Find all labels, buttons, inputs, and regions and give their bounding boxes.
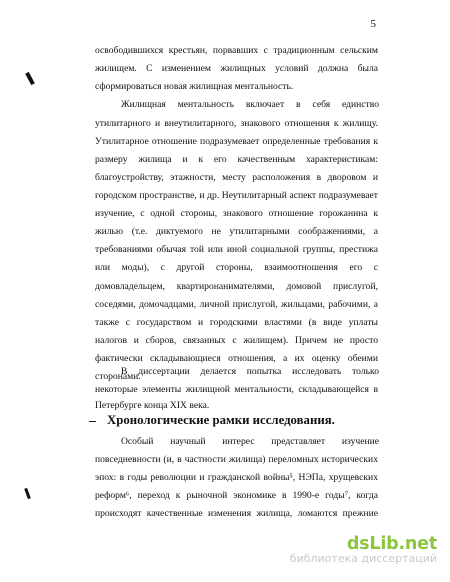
text-line: Особый научный интерес представляет изучение	[121, 436, 379, 447]
margin-mark	[25, 72, 35, 85]
text-line: соседями, домочадцами, личной прислугой, жильцами, рабочими, а	[95, 299, 378, 310]
text-line: сторонами.	[95, 371, 141, 382]
text-line: реформ⁶, переход к рыночной экономике в 1990-е годы⁷, когда	[95, 490, 378, 501]
text-line: повседневности (и, в частности жилища) переломных исторических	[95, 454, 378, 465]
watermark-brand: dsLib.net	[346, 534, 437, 554]
text-line: городском пространстве, и др. Неутилитарный аспект подразумевает	[95, 190, 378, 201]
text-line: Жилищная ментальность включает в себя единство	[121, 99, 379, 110]
text-line: размеру жилища и к его качественным характеристикам:	[95, 154, 378, 165]
text-line: происходят качественные изменения жилища, ломаются прежние	[95, 508, 378, 519]
watermark-caption: библиотека диссертаций	[289, 552, 437, 565]
page-number: 5	[370, 18, 376, 30]
text-line: жилищем. С изменением жилищных условий должна была	[95, 63, 378, 74]
margin-mark	[24, 488, 31, 499]
text-line: домовладельцем, квартиронанимателями, домовой прислугой,	[95, 281, 378, 292]
text-line: также с государством и городскими властями (в виде уплаты	[95, 317, 378, 328]
text-line: В диссертации делается попытка исследовать только	[121, 366, 379, 377]
text-line: фактически складывающиеся отношения, а их оценку обеими	[95, 353, 378, 364]
text-line: или моды), с другой стороны, взаимоотношения его с	[95, 262, 378, 273]
text-line: некоторые элементы жилищной ментальности, складывающейся в	[95, 384, 378, 395]
text-line: утилитарного и внеутилитарного, знакового отношения к жилищу.	[95, 118, 378, 129]
heading-dash	[89, 421, 96, 422]
text-line: требованиями обычая той или иной социальной группы, престижа	[95, 244, 378, 255]
text-line: налогов и сборов, связанных с жилищем). Причем не просто	[95, 335, 378, 346]
text-line: жилью (т.е. диктуемого не утилитарными соображениями, а	[95, 226, 378, 237]
text-line: сформироваться новая жилищная ментальность.	[95, 81, 294, 92]
text-line: эпох: в годы революции и гражданской войны⁵, НЭПа, хрущевских	[95, 472, 378, 483]
text-line: благоустройству, этажности, месту расположения в дворовом и	[95, 172, 378, 183]
section-heading: Хронологические рамки исследования.	[107, 413, 335, 427]
text-line: Петербурге конца XIX века.	[95, 400, 210, 411]
text-line: изучение, с одной стороны, знакового отношение горожанина к	[95, 208, 378, 219]
text-line: Утилитарное отношение подразумевает определенные требования к	[95, 136, 378, 147]
text-line: освободившихся крестьян, порвавших с традиционным сельским	[95, 45, 378, 56]
watermark	[290, 534, 437, 565]
